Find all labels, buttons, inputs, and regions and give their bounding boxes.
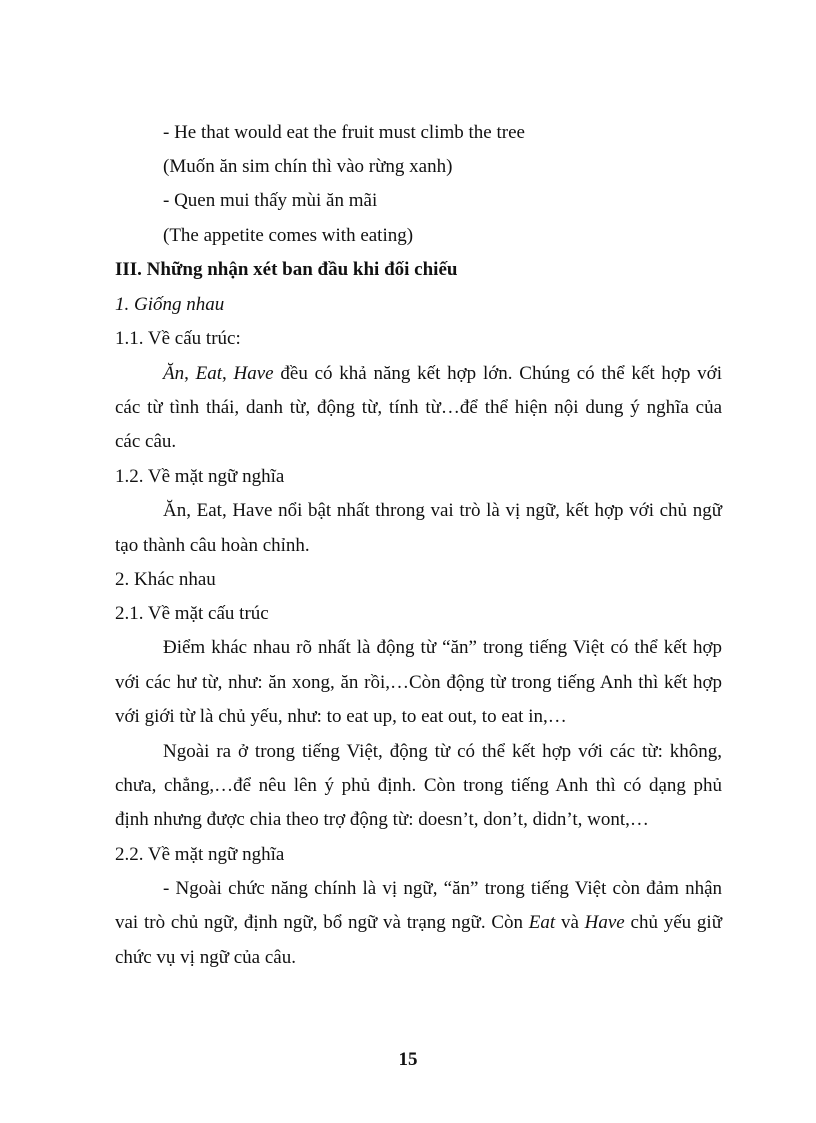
paragraph-line: chưa, chẳng,…để nêu lên ý phủ định. Còn trong tiếng Anh thì có dạng phủ (115, 775, 722, 796)
subsection-heading: 2.2. Về mặt ngữ nghĩa (115, 844, 285, 865)
text: và (555, 912, 585, 933)
example-line: (Muốn ăn sim chín thì vào rừng xanh) (163, 156, 453, 177)
separator: , (222, 363, 234, 384)
paragraph-line (115, 911, 722, 935)
paragraph-line: với giới từ là chủ yếu, như: to eat up, to eat out, to eat in,… (115, 706, 567, 727)
example-line: - Quen mui thấy mùi ăn mãi (163, 190, 378, 211)
paragraph-line: - Ngoài chức năng chính là vị ngữ, “ăn” trong tiếng Việt còn đảm nhận (163, 878, 722, 899)
subsection-heading: 1.2. Về mặt ngữ nghĩa (115, 466, 285, 487)
paragraph-line: tạo thành câu hoàn chỉnh. (115, 535, 310, 556)
text: đều có khả năng kết hợp lớn. Chúng có thể kết hợp với (273, 363, 722, 384)
paragraph-line: định nhưng được chia theo trợ động từ: doesn’t, don’t, didn’t, wont,… (115, 809, 649, 830)
paragraph-line (163, 362, 722, 386)
paragraph-line: các từ tình thái, danh từ, động từ, tính từ…để thể hiện nội dung ý nghĩa của (115, 397, 722, 418)
term: Ăn (163, 363, 185, 384)
subsection-heading: 1.1. Về cấu trúc: (115, 328, 241, 349)
paragraph-line: Ngoài ra ở trong tiếng Việt, động từ có thể kết hợp với các từ: không, (163, 741, 722, 762)
example-line: (The appetite comes with eating) (163, 225, 414, 246)
paragraph-line: các câu. (115, 431, 177, 452)
paragraph-line: chức vụ vị ngữ của câu. (115, 947, 296, 968)
subsection-heading: 1. Giống nhau (115, 294, 225, 315)
separator: , (184, 363, 196, 384)
page-number: 15 (398, 1049, 418, 1070)
section-heading: III. Những nhận xét ban đầu khi đối chiếu (115, 259, 458, 280)
term: Eat (528, 912, 556, 933)
term: Eat (195, 363, 223, 384)
term: Have (584, 912, 625, 933)
example-line: - He that would eat the fruit must climb the tree (163, 122, 525, 143)
text: chủ yếu giữ (624, 912, 722, 933)
subsection-heading: 2. Khác nhau (115, 569, 216, 590)
paragraph-line: với các hư từ, như: ăn xong, ăn rồi,…Còn động từ trong tiếng Anh thì kết hợp (115, 672, 722, 693)
paragraph-line: Ăn, Eat, Have nổi bật nhất throng vai trò là vị ngữ, kết hợp với chủ ngữ (163, 500, 722, 521)
paragraph-line: Điểm khác nhau rõ nhất là động từ “ăn” trong tiếng Việt có thể kết hợp (163, 637, 722, 658)
subsection-heading: 2.1. Về mặt cấu trúc (115, 603, 269, 624)
text: vai trò chủ ngữ, định ngữ, bổ ngữ và trạng ngữ. Còn (115, 912, 529, 933)
term: Have (233, 363, 274, 384)
